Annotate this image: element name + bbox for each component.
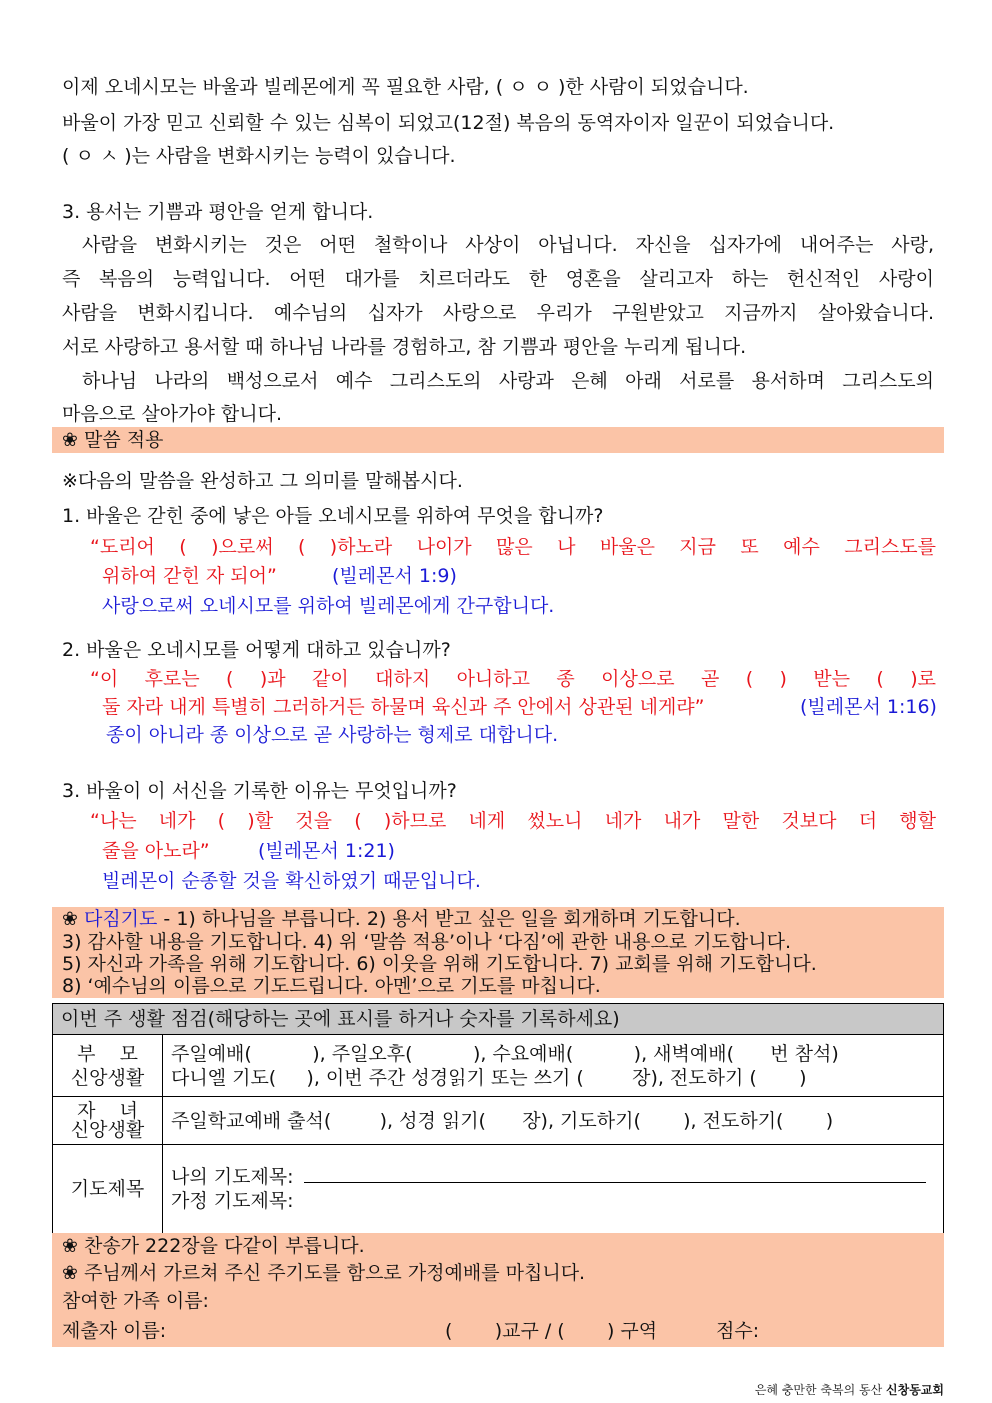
score-field[interactable]: 점수: [716, 1320, 760, 1342]
closing-block [52, 1233, 944, 1347]
section-heading: 3. 용서는 기쁨과 평안을 얻게 합니다. [62, 201, 374, 223]
verse-2-line-1: “이 후로는 ( )과 같이 대하지 아니하고 종 이상으로 곧 ( ) 받는 ( )로 [90, 668, 936, 690]
prayer-topics-label: 기도제목 [53, 1145, 163, 1234]
paragraph-line: 하나님 나라의 백성으로서 예수 그리스도의 사랑과 은혜 아래 서로를 용서하며 그리스도의 [82, 370, 934, 392]
verse-1-reference: (빌레몬서 1:9) [332, 565, 457, 587]
parent-checklist[interactable] [163, 1035, 944, 1097]
verse-1-line-1: “도리어 ( )으로써 ( )하노라 나이가 많은 나 바울은 지금 또 예수 그리스도를 [90, 536, 936, 558]
family-names-field[interactable]: 참여한 가족 이름: [62, 1290, 209, 1312]
submitter-name-field[interactable]: 제출자 이름: [62, 1320, 167, 1342]
prayer-line-4: 8) ‘예수님의 이름으로 기도드립니다. 아멘’으로 기도를 마칩니다. [62, 975, 601, 997]
prayer-text-1: - 1) 하나님을 부릅니다. 2) 용서 받고 싶은 일을 회개하며 기도합니다. [157, 908, 741, 930]
intro-line-2: 바울이 가장 믿고 신뢰할 수 있는 심복이 되었고(12절) 복음의 동역자이자 일꾼이 되었습니다. [62, 112, 835, 134]
child-check-line-1[interactable]: 주일학교예배 출석( ), 성경 읽기( 장), 기도하기( ), 전도하기( ) [171, 1109, 834, 1132]
prayer-line-2: 3) 감사할 내용을 기도합니다. 4) 위 ‘말씀 적용’이나 ‘다짐’에 관한 내용으로 기도합니다. [62, 931, 792, 953]
paragraph-line: 서로 사랑하고 용서할 때 하나님 나라를 경험하고, 참 기쁨과 평안을 누리게 됩니다. [62, 336, 747, 358]
footer [755, 1383, 944, 1397]
question-2: 2. 바울은 오네시모를 어떻게 대하고 있습니까? [62, 639, 451, 661]
parent-label: 부 모 신앙생활 [53, 1035, 163, 1097]
apply-instruction: ※다음의 말씀을 완성하고 그 의미를 말해봅시다. [62, 470, 463, 492]
answer-3: 빌레몬이 순종할 것을 확신하였기 때문입니다. [102, 870, 481, 892]
verse-2-reference: (빌레몬서 1:16) [800, 696, 937, 718]
my-prayer-label: 나의 기도제목: [171, 1166, 294, 1188]
paragraph-line: 사람을 변화시키는 것은 어떤 철학이나 사상이 아닙니다. 자신을 십자가에 내어주는 사랑, [82, 234, 934, 256]
intro-line-1: 이제 오네시모는 바울과 빌레몬에게 꼭 필요한 사람, ( ㅇ ㅇ )한 사람이 되었습니다. [62, 76, 749, 98]
prayer-topics-cell[interactable] [163, 1145, 944, 1234]
my-prayer-input[interactable] [304, 1165, 926, 1183]
child-label: 자 녀 신앙생활 [53, 1097, 163, 1145]
verse-3-line-1: “나는 네가 ( )할 것을 ( )하므로 네게 썼노니 네가 내가 말한 것보다 더 행할 [90, 810, 936, 832]
flower-icon: ❀ [62, 908, 78, 930]
prayer-line-1 [62, 908, 741, 931]
question-1: 1. 바울은 갇힌 중에 낳은 아들 오네시모를 위하여 무엇을 합니까? [62, 505, 604, 527]
paragraph-line: 사람을 변화시킵니다. 예수님의 십자가 사랑으로 우리가 구원받았고 지금까지 살아왔습니다. [62, 302, 934, 324]
paragraph-line: 마음으로 살아가야 합니다. [62, 403, 283, 425]
prayer-label: 다짐기도 [83, 908, 158, 930]
apply-title: ❀ 말씀 적용 [62, 429, 164, 451]
answer-1: 사랑으로써 오네시모를 위하여 빌레몬에게 간구합니다. [102, 595, 555, 617]
child-checklist[interactable] [163, 1097, 944, 1145]
parish-field[interactable]: ( )교구 / ( ) 구역 [445, 1320, 658, 1342]
life-check-table [52, 1003, 944, 1234]
family-prayer-label[interactable]: 가정 기도제목: [171, 1190, 294, 1212]
verse-3-line-2: 줄을 아노라” [102, 840, 210, 862]
check-table-header: 이번 주 생활 점검(해당하는 곳에 표시를 하거나 숫자를 기록하세요) [53, 1004, 944, 1035]
hymn-line: ❀ 찬송가 222장을 다같이 부릅니다. [62, 1235, 365, 1257]
paragraph-line: 즉 복음의 능력입니다. 어떤 대가를 치르더라도 한 영혼을 살리고자 하는 헌신적인 사랑이 [62, 268, 934, 290]
prayer-block [52, 907, 944, 998]
verse-2-line-2: 둘 자라 내게 특별히 그러하거든 하물며 육신과 주 안에서 상관된 네게랴” [102, 696, 705, 718]
lords-prayer-line: ❀ 주님께서 가르쳐 주신 주기도를 함으로 가정예배를 마칩니다. [62, 1262, 586, 1284]
footer-slogan: 은혜 충만한 축복의 동산 [754, 1383, 887, 1397]
apply-title-bar [52, 427, 944, 453]
parent-check-line-2[interactable]: 다니엘 기도( ), 이번 주간 성경읽기 또는 쓰기 ( 장), 전도하기 ( ) [171, 1066, 807, 1089]
prayer-line-3: 5) 자신과 가족을 위해 기도합니다. 6) 이웃을 위해 기도합니다. 7) 교회를 위해 기도합니다. [62, 953, 817, 975]
church-name: 신창동교회 [886, 1383, 944, 1397]
intro-line-3: ( ㅇ ㅅ )는 사람을 변화시키는 능력이 있습니다. [62, 145, 456, 167]
verse-1-line-2: 위하여 갇힌 자 되어” [102, 565, 277, 587]
parent-check-line-1[interactable]: 주일예배( ), 주일오후( ), 수요예배( ), 새벽예배( 번 참석) [171, 1042, 839, 1065]
question-3: 3. 바울이 이 서신을 기록한 이유는 무엇입니까? [62, 780, 457, 802]
answer-2: 종이 아니라 종 이상으로 곧 사랑하는 형제로 대합니다. [106, 724, 559, 746]
verse-3-reference: (빌레몬서 1:21) [258, 840, 395, 862]
